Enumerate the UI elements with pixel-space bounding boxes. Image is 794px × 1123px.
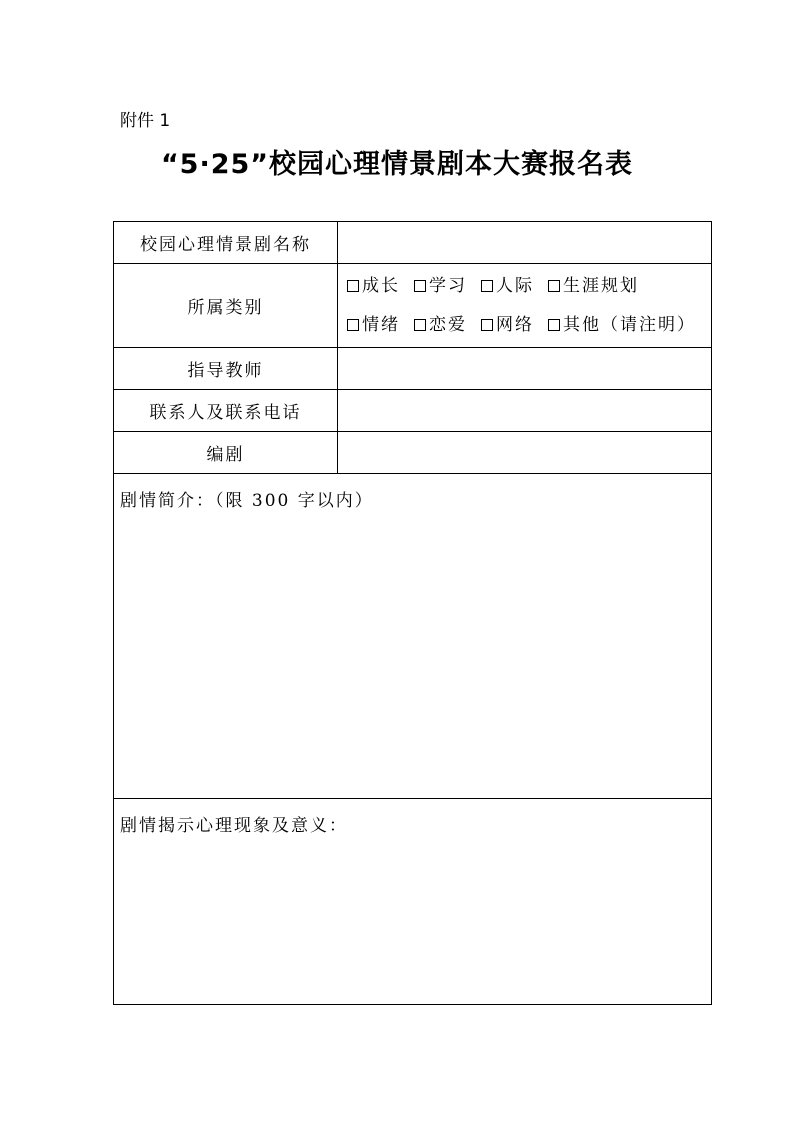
table-row	[114, 799, 712, 1005]
synopsis-label: 剧情简介：（限 300 字以内）	[120, 491, 374, 511]
category-option-love[interactable]	[414, 315, 467, 335]
registration-form	[113, 221, 712, 1005]
category-option-growth[interactable]	[347, 276, 400, 296]
advisor-label: 指导教师	[114, 348, 338, 390]
table-row	[114, 348, 712, 390]
option-label: 成长	[362, 276, 400, 296]
table-row	[114, 222, 712, 264]
writer-field[interactable]	[338, 432, 712, 474]
checkbox[interactable]	[347, 319, 359, 331]
page-title: “5·25”校园心理情景剧本大赛报名表	[160, 149, 634, 180]
category-option-internet[interactable]	[481, 315, 534, 335]
category-option-emotion[interactable]	[347, 315, 400, 335]
contact-field[interactable]	[338, 390, 712, 432]
advisor-field[interactable]	[338, 348, 712, 390]
writer-label: 编剧	[114, 432, 338, 474]
checkbox[interactable]	[481, 319, 493, 331]
option-label: 恋爱	[429, 315, 467, 335]
meaning-label: 剧情揭示心理现象及意义：	[120, 816, 348, 836]
option-label: 情绪	[362, 315, 400, 335]
contact-label: 联系人及联系电话	[114, 390, 338, 432]
category-option-study[interactable]	[414, 276, 467, 296]
table-row	[114, 264, 712, 348]
option-label: 网络	[496, 315, 534, 335]
category-label: 所属类别	[114, 264, 338, 348]
synopsis-field[interactable]	[114, 474, 712, 799]
checkbox[interactable]	[347, 280, 359, 292]
checkbox[interactable]	[548, 319, 560, 331]
drama-name-label: 校园心理情景剧名称	[114, 222, 338, 264]
category-options	[338, 264, 712, 348]
table-row	[114, 432, 712, 474]
category-option-relations[interactable]	[481, 276, 534, 296]
option-label: 人际	[496, 276, 534, 296]
drama-name-field[interactable]	[338, 222, 712, 264]
table-row	[114, 474, 712, 799]
category-option-other[interactable]	[548, 315, 696, 335]
checkbox[interactable]	[548, 280, 560, 292]
meaning-field[interactable]	[114, 799, 712, 1005]
checkbox[interactable]	[481, 280, 493, 292]
option-label: 其他（请注明）	[563, 315, 696, 335]
checkbox[interactable]	[414, 280, 426, 292]
option-label: 生涯规划	[563, 276, 639, 296]
option-label: 学习	[429, 276, 467, 296]
table-row	[114, 390, 712, 432]
attachment-label: 附件 1	[120, 111, 171, 131]
category-option-career[interactable]	[548, 276, 639, 296]
checkbox[interactable]	[414, 319, 426, 331]
